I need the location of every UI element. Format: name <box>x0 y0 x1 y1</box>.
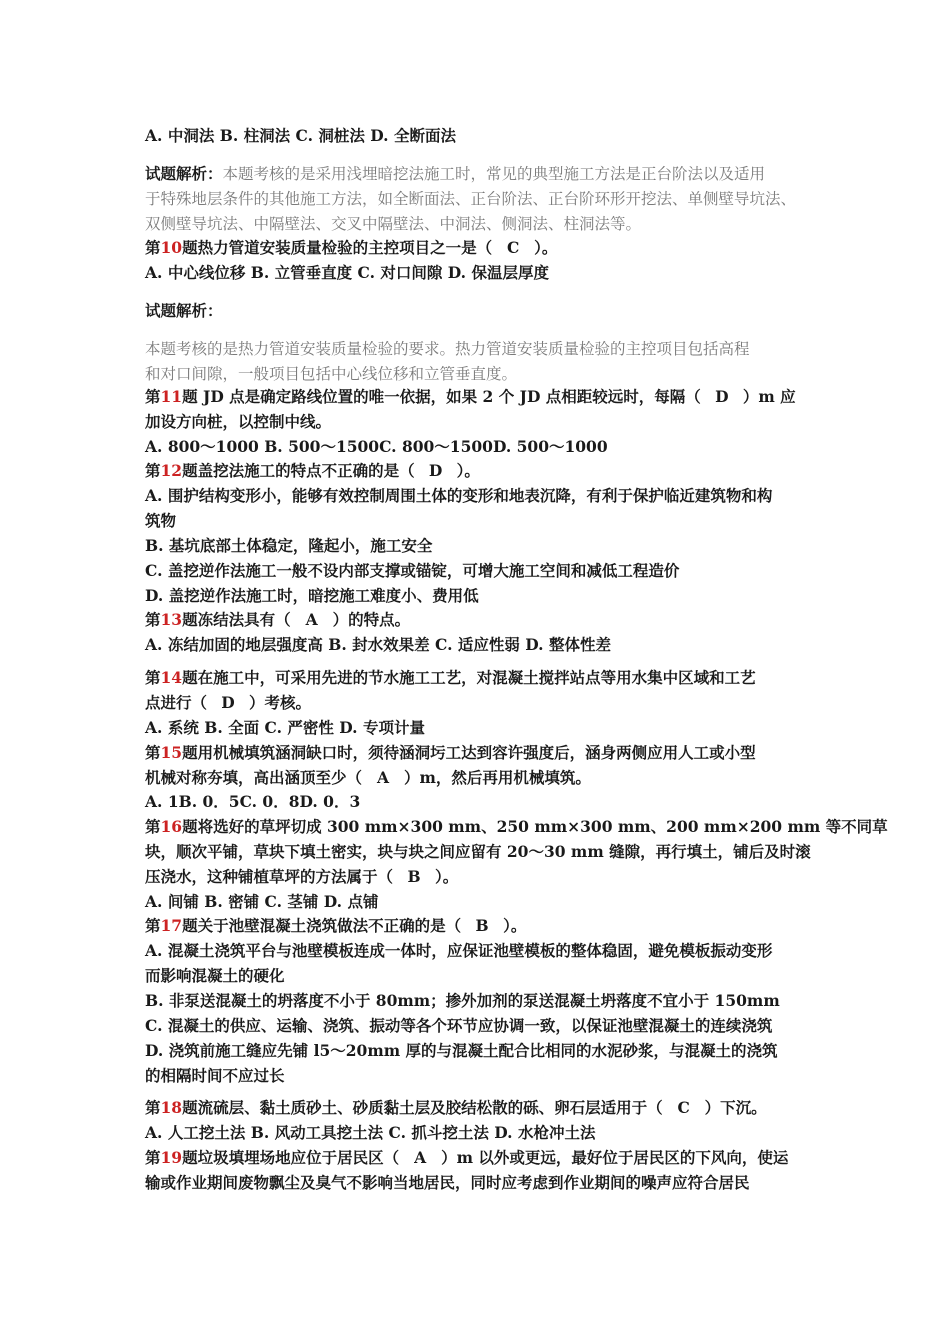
analysis-text: 本题考核的是采用浅埋暗挖法施工时，常见的典型施工方法是正台阶法以及适用 <box>222 165 766 183</box>
question-text: 题用机械填筑涵洞缺口时，须待涵洞圬工达到容许强度后，涵身两侧应用人工或小型 <box>182 743 756 762</box>
text-line: C. 混凝土的供应、运输、浇筑、振动等各个环节应协调一致，以保证池壁混凝土的连续浇筑 <box>145 1016 773 1035</box>
question-line <box>145 385 815 409</box>
analysis-text: 于特殊地层条件的其他施工方法，如全断面法、正台阶法、正台阶环形开挖法、单侧壁导坑法、 <box>145 190 797 208</box>
answer-letter: A <box>414 1148 427 1167</box>
question-text: 题热力管道安装质量检验的主控项目之一是（ <box>182 238 493 257</box>
text-line: 而影响混凝土的硬化 <box>145 966 285 985</box>
text-line: A. 系统 B. 全面 C. 严密性 D. 专项计量 <box>145 718 425 737</box>
question-number: 18 <box>160 1098 183 1117</box>
question-number: 12 <box>160 461 183 480</box>
answer-letter: C <box>506 238 520 257</box>
analysis-text: 双侧壁导坑法、中隔壁法、交叉中隔壁法、中洞法、侧洞法、柱洞法等。 <box>145 215 642 233</box>
question-number: 16 <box>160 817 183 836</box>
question-continuation <box>145 766 815 790</box>
question-text: 题关于池壁混凝土浇筑做法不正确的是（ <box>182 916 462 935</box>
question-suffix: ）。 <box>435 867 459 886</box>
question-line <box>145 236 815 260</box>
question-prefix: 第 <box>145 1148 161 1167</box>
question-suffix: ）。 <box>503 916 527 935</box>
text-line: D. 盖挖逆作法施工时，暗挖施工难度小、费用低 <box>145 586 479 605</box>
question-line <box>145 741 815 765</box>
answer-letter: D <box>428 461 443 480</box>
question-text: 压浇水，这种铺植草坪的方法属于（ <box>145 867 394 886</box>
analysis-line <box>145 162 815 186</box>
question-line <box>145 914 815 938</box>
answer-letter: A <box>377 768 390 787</box>
question-number: 15 <box>160 743 183 762</box>
answer-letter: D <box>715 387 729 406</box>
question-suffix: ）m，然后再用机械填筑。 <box>404 768 591 787</box>
text-line: 的相隔时间不应过长 <box>145 1066 285 1085</box>
question-suffix: ）。 <box>456 461 480 480</box>
question-number: 11 <box>160 387 183 406</box>
text-line: 块，顺次平铺，草块下填土密实，块与块之间应留有 20～30 mm 缝隙，再行填土，铺后及时滚 <box>145 842 811 861</box>
question-text: 题冻结法具有（ <box>182 610 291 629</box>
question-text: 题流硫层、黏土质砂土、砂质黏土层及胶结松散的砾、卵石层适用于（ <box>182 1098 663 1117</box>
text-line: D. 浇筑前施工缝应先铺 l5～20mm 厚的与混凝土配合比相同的水泥砂浆，与混凝土的浇筑 <box>145 1041 778 1060</box>
question-text: 题将选好的草坪切成 300 mm×300 mm、250 mm×300 mm、200 mm×200 mm 等不同草 <box>182 817 888 836</box>
question-suffix: ）m 应 <box>742 387 796 406</box>
question-prefix: 第 <box>145 1098 161 1117</box>
question-line <box>145 666 815 690</box>
question-text: 机械对称夯填，高出涵顶至少（ <box>145 768 363 787</box>
question-prefix: 第 <box>145 238 161 257</box>
question-line <box>145 608 815 632</box>
question-number: 13 <box>160 610 183 629</box>
question-prefix: 第 <box>145 461 161 480</box>
text-line: A. 中洞法 B. 柱洞法 C. 洞桩法 D. 全断面法 <box>145 126 456 145</box>
question-prefix: 第 <box>145 668 161 687</box>
question-continuation <box>145 691 815 715</box>
answer-letter: A <box>305 610 318 629</box>
text-line: A. 间铺 B. 密铺 C. 茎铺 D. 点铺 <box>145 892 379 911</box>
question-prefix: 第 <box>145 817 161 836</box>
question-text: 题盖挖法施工的特点不正确的是（ <box>182 461 415 480</box>
question-prefix: 第 <box>145 916 161 935</box>
question-number: 10 <box>160 238 183 257</box>
text-line: 输或作业期间废物飘尘及臭气不影响当地居民，同时应考虑到作业期间的噪声应符合居民 <box>145 1173 750 1192</box>
question-prefix: 第 <box>145 387 161 406</box>
text-line: B. 非泵送混凝土的坍落度不小于 80mm；掺外加剂的泵送混凝土坍落度不宜小于 150mm <box>145 991 780 1010</box>
answer-letter: B <box>475 916 489 935</box>
text-line: B. 基坑底部土体稳定，隆起小，施工安全 <box>145 536 433 555</box>
question-suffix: ）的特点。 <box>332 610 411 629</box>
text-line: A. 混凝土浇筑平台与池壁模板连成一体时，应保证池壁模板的整体稳固，避免模板振动变形 <box>145 941 773 960</box>
question-line <box>145 459 815 483</box>
analysis-text: 和对口间隙，一般项目包括中心线位移和立管垂直度。 <box>145 365 518 383</box>
question-text: 题垃圾填埋场地应位于居民区（ <box>182 1148 400 1167</box>
question-suffix: ）。 <box>534 238 558 257</box>
question-text: 题在施工中，可采用先进的节水施工工艺，对混凝土搅拌站点等用水集中区域和工艺 <box>182 668 756 687</box>
text-line: A. 围护结构变形小，能够有效控制周围土体的变形和地表沉降，有利于保护临近建筑物和构 <box>145 486 773 505</box>
question-number: 14 <box>160 668 183 687</box>
answer-letter: B <box>407 867 421 886</box>
question-number: 17 <box>160 916 183 935</box>
analysis-label: 试题解析： <box>145 301 223 320</box>
question-line <box>145 815 888 839</box>
text-line: 筑物 <box>145 511 177 530</box>
question-line <box>145 1146 815 1170</box>
text-line: 加设方向桩，以控制中线。 <box>145 412 332 431</box>
question-prefix: 第 <box>145 610 161 629</box>
question-suffix: ）考核。 <box>249 693 312 712</box>
text-line: A. 中心线位移 B. 立管垂直度 C. 对口间隙 D. 保温层厚度 <box>145 263 549 282</box>
answer-letter: C <box>677 1098 690 1117</box>
answer-letter: D <box>221 693 235 712</box>
question-line <box>145 1096 815 1120</box>
question-text: 题 JD 点是确定路线位置的唯一依据，如果 2 个 JD 点相距较远时，每隔（ <box>182 387 701 406</box>
question-text: 点进行（ <box>145 693 208 712</box>
analysis-text: 本题考核的是热力管道安装质量检验的要求。热力管道安装质量检验的主控项目包括高程 <box>145 340 750 358</box>
text-line: A. 800～1000 B. 500～1500C. 800～1500D. 500～1000 <box>145 437 608 456</box>
text-line: A. 冻结加固的地层强度高 B. 封水效果差 C. 适应性弱 D. 整体性差 <box>145 635 611 654</box>
question-prefix: 第 <box>145 743 161 762</box>
text-line: A. 1B. 0．5C. 0．8D. 0．3 <box>145 792 361 811</box>
question-continuation <box>145 865 815 889</box>
text-line: C. 盖挖逆作法施工一般不设内部支撑或锚锭，可增大施工空间和减低工程造价 <box>145 561 680 580</box>
analysis-label: 试题解析： <box>145 164 223 183</box>
question-suffix: ）m 以外或更远，最好位于居民区的下风向，使运 <box>441 1148 789 1167</box>
question-number: 19 <box>160 1148 183 1167</box>
question-suffix: ）下沉。 <box>704 1098 767 1117</box>
text-line: A. 人工挖土法 B. 风动工具挖土法 C. 抓斗挖土法 D. 水枪冲土法 <box>145 1123 596 1142</box>
